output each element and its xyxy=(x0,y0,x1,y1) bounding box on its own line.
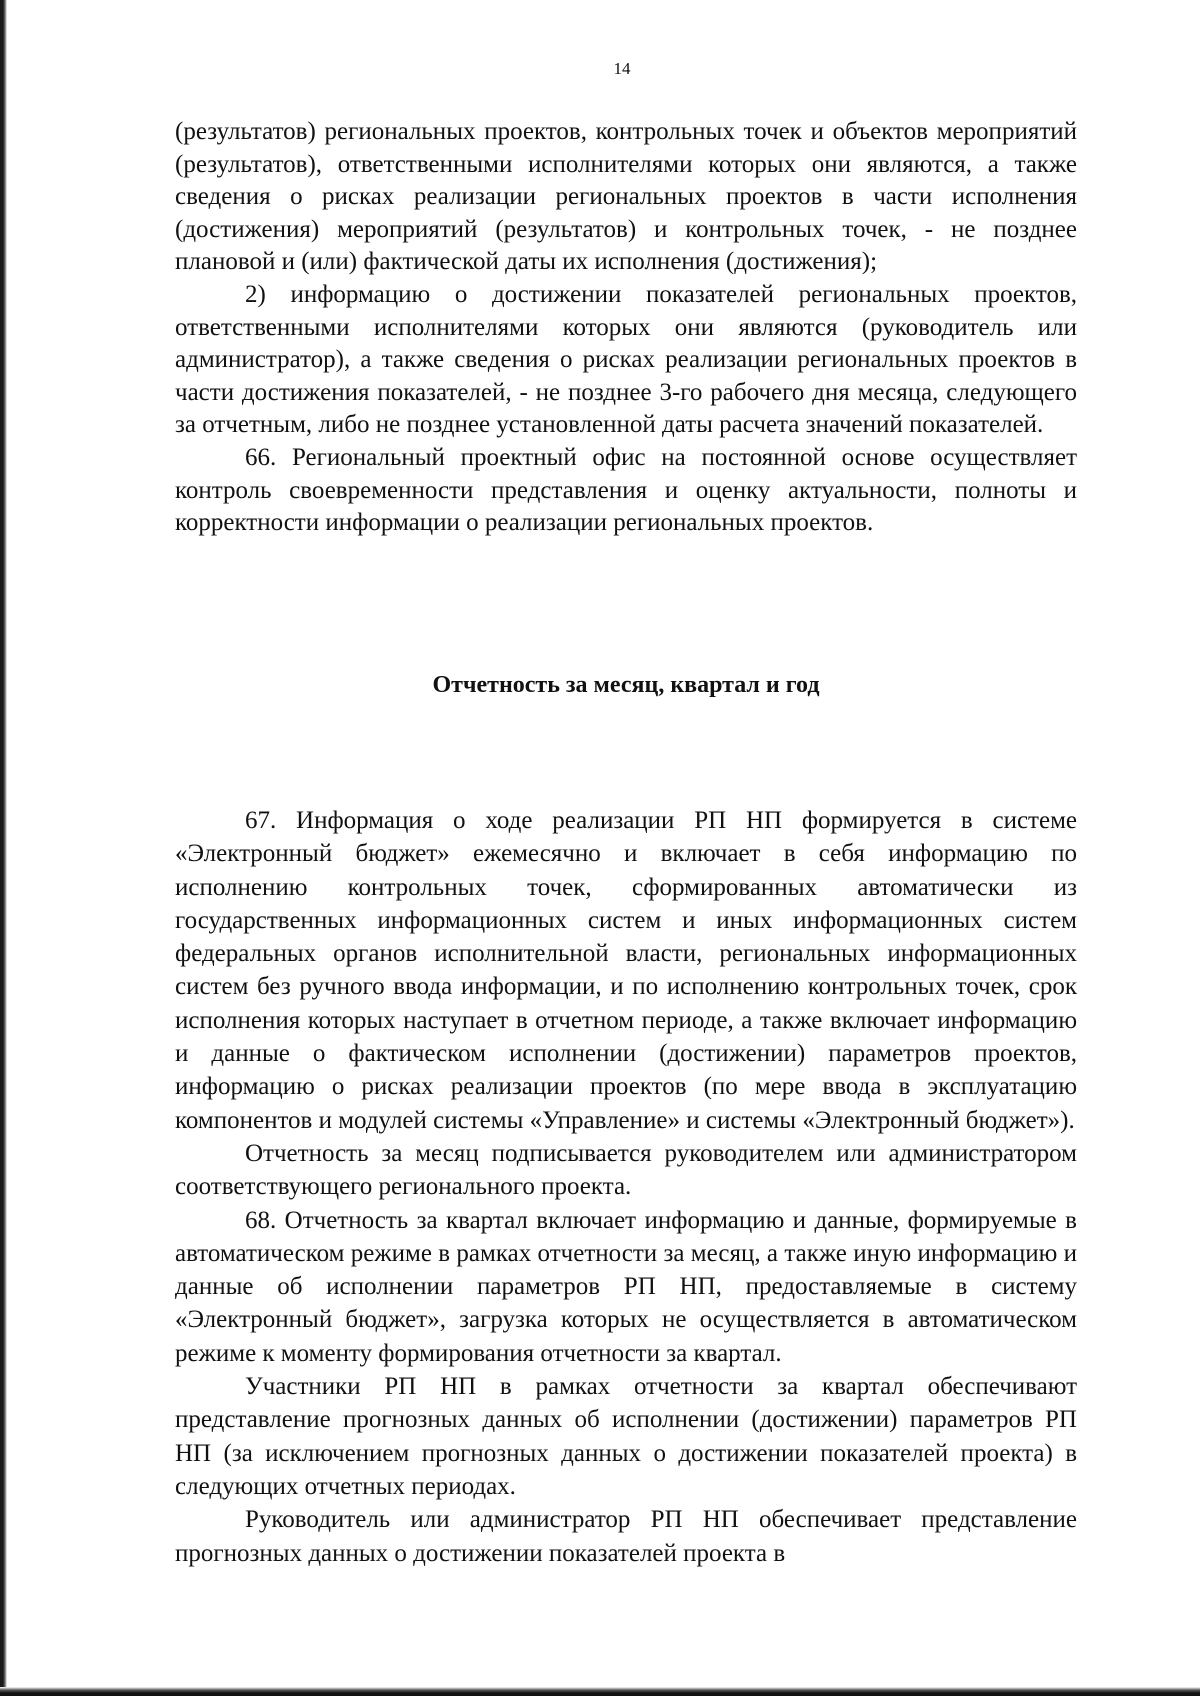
paragraph-monthly-reporting: Отчетность за месяц подписывается руководителем или администратором соответствующего регионального проекта. xyxy=(175,1139,1077,1201)
page-number: 14 xyxy=(613,59,631,78)
section-heading: Отчетность за месяц, квартал и год xyxy=(432,672,820,698)
paragraph-head-administrator: Руководитель или администратор РП НП обеспечивает представление прогнозных данных о достижении показателей проекта в xyxy=(175,1506,1077,1567)
paragraph-67: 67. Информация о ходе реализации РП НП формируется в системе «Электронный бюджет» ежемесячно и включает в себя информацию по исполнению контрольных точек, сформированных автоматически из государственных информационных систем и иных информационных систем федеральных органов исполнительной власти, региональных информационных систем без ручного ввода информации, и по исполнению контрольных точек, срок исполнения которых наступает в отчетном периоде, а также включает информацию и данные о фактическом исполнении (достижении) параметров проектов, информацию о рисках реализации проектов (по мере ввода в эксплуатацию компонентов и модулей системы «Управление» и системы «Электронный бюджет»). xyxy=(175,807,1077,1134)
paragraph-continuation: (результатов) региональных проектов, контрольных точек и объектов мероприятий (результатов), ответственными исполнителями которых они являются, а также сведения о рисках реализации региональных проектов в части исполнения (достижения) мероприятий (результатов) и контрольных точек, - не позднее плановой и (или) фактической даты их исполнения (достижения); xyxy=(175,118,1077,276)
text-block-after-heading xyxy=(175,804,1077,1570)
scan-edge-bottom xyxy=(0,1687,1200,1696)
document-body-continued xyxy=(175,116,1077,1570)
paragraph-66: 66. Региональный проектный офис на постоянной основе осуществляет контроль своевременности представления и оценку актуальности, полноты и корректности информации о реализации региональных проектов. xyxy=(175,443,1077,537)
paragraph-68: 68. Отчетность за квартал включает информацию и данные, формируемые в автоматическом режиме в рамках отчетности за месяц, а также иную информацию и данные об исполнении параметров РП НП, предоставляемые в систему «Электронный бюджет», загрузка которых не осуществляется в автоматическом режиме к моменту формирования отчетности за квартал. xyxy=(175,1206,1077,1367)
scan-edge-left xyxy=(0,0,7,1696)
paragraph-participants: Участники РП НП в рамках отчетности за квартал обеспечивают представление прогнозных данных об исполнении (достижении) параметров РП НП (за исключением прогнозных данных о достижении показателей проекта) в следующих отчетных периодах. xyxy=(175,1373,1077,1500)
paragraph-item-2: 2) информацию о достижении показателей региональных проектов, ответственными исполнителями которых они являются (руководитель или администратор), а также сведения о рисках реализации региональных проектов в части достижения показателей, - не позднее 3-го рабочего дня месяца, следующего за отчетным, либо не позднее установленной даты расчета значений показателей. xyxy=(175,280,1077,439)
